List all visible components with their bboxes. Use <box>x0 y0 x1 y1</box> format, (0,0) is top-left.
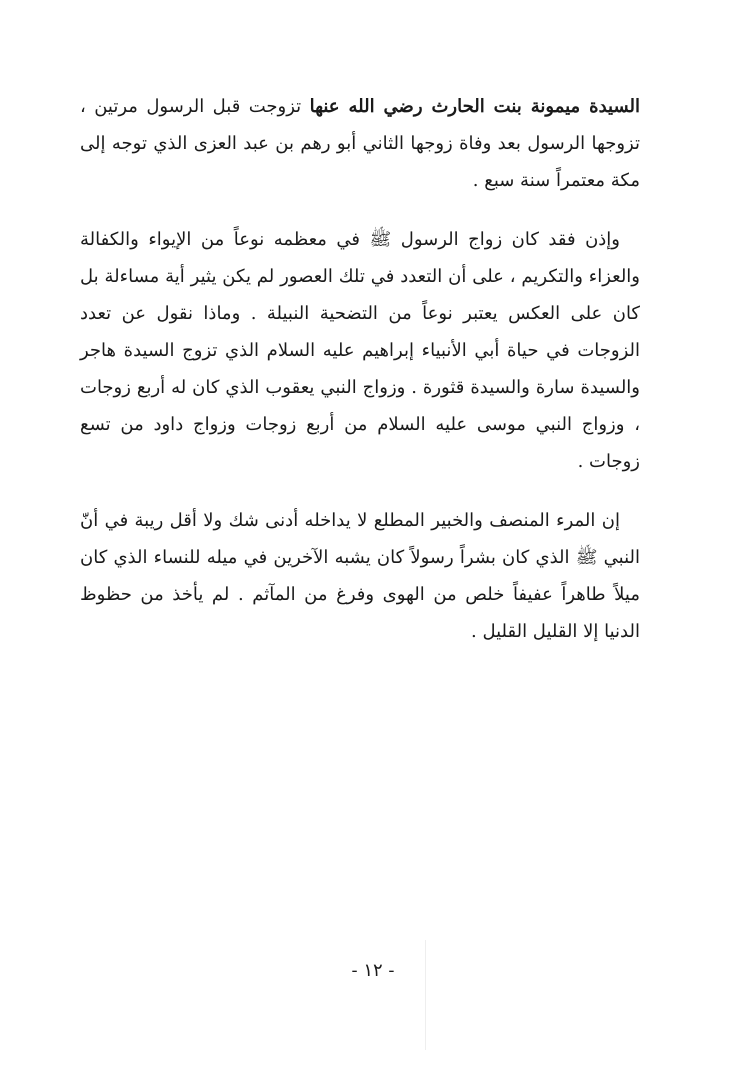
scan-fold-line <box>425 940 426 1050</box>
paragraph-fair-observer: إن المرء المنصف والخبير المطلع لا يداخله أدنى شك ولا أقل ريبة في أنّ النبي ﷺ الذي كان بشراً رسولاً كان يشبه الآخرين في ميله للنساء الذي كان ميلاً طاهراً عفيفاً خلص من الهوى وفرغ من المآثم . لم يأخذ من حظوظ الدنيا إلا القليل القليل . <box>80 510 640 642</box>
paragraph-maymuna <box>80 88 640 199</box>
page-number: - ١٢ - <box>351 960 395 981</box>
paragraph-text: تزوجت قبل الرسول مرتين ، تزوجها الرسول بعد وفاة زوجها الثاني أبو رهم بن عبد العزى الذي توجه إلى مكة معتمراً سنة سبع . <box>80 96 640 191</box>
paragraph-marriage-purpose: وإذن فقد كان زواج الرسول ﷺ في معظمه نوعاً من الإيواء والكفالة والعزاء والتكريم ، على أن التعدد في تلك العصور لم يكن يثير أية مساءلة بل كان على العكس يعتبر نوعاً من التضحية النبيلة . وماذا نقول عن تعدد الزوجات في حياة أبي الأنبياء إبراهيم عليه السلام الذي تزوج السيدة هاجر والسيدة سارة والسيدة قثورة . وزواج النبي يعقوب الذي كان له أربع زوجات ، وزواج النبي موسى عليه السلام من أربع زوجات وزواج داود من تسع زوجات . <box>80 229 640 472</box>
paragraph-bold-lead: السيدة ميمونة بنت الحارث رضي الله عنها <box>309 96 640 117</box>
body-text <box>80 88 640 672</box>
